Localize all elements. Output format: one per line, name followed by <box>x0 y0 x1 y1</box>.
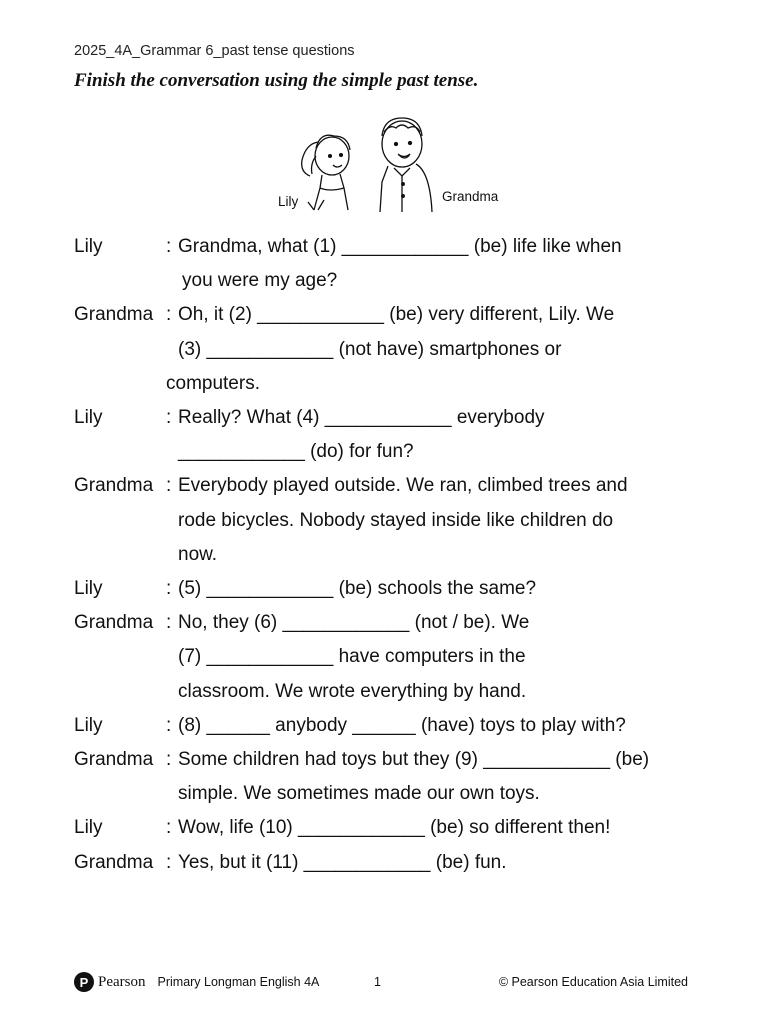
speaker-name: Grandma <box>74 304 154 326</box>
lily-label: Lily <box>278 194 299 209</box>
speaker-name: Grandma <box>74 851 154 873</box>
dialogue-line: (8) ______ anybody ______ (have) toys to play with? <box>178 714 626 736</box>
colon: : <box>166 475 172 497</box>
dialogue-line: you were my age? <box>182 270 338 292</box>
dialogue-line: rode bicycles. Nobody stayed inside like children do <box>178 509 614 531</box>
speaker-name: Lily <box>74 407 103 429</box>
colon: : <box>166 578 172 600</box>
book-title: Primary Longman English 4A <box>157 975 320 989</box>
illustration <box>270 112 530 217</box>
dialogue-line: ____________ (do) for fun? <box>178 441 414 463</box>
speaker-name: Lily <box>74 578 103 600</box>
dialogue-line: (3) ____________ (not have) smartphones or <box>178 338 562 360</box>
dialogue-line: Really? What (4) ____________ everybody <box>178 407 545 429</box>
colon: : <box>166 407 172 429</box>
grandma-figure <box>380 118 432 212</box>
colon: : <box>166 236 172 257</box>
instruction: Finish the conversation using the simple past tense. <box>74 70 479 91</box>
colon: : <box>166 304 172 326</box>
colon: : <box>166 817 172 839</box>
dialogue-line: Yes, but it (11) ____________ (be) fun. <box>178 851 507 873</box>
dialogue-turn <box>74 606 714 709</box>
dialogue-turn <box>74 743 714 811</box>
dialogue <box>74 230 714 880</box>
colon: : <box>166 851 172 873</box>
dialogue-line: Some children had toys but they (9) ____________ (be) <box>178 749 650 771</box>
dialogue-line: Everybody played outside. We ran, climbed trees and <box>178 475 628 497</box>
colon: : <box>166 749 172 771</box>
pearson-logo-icon: P <box>74 972 94 992</box>
dialogue-turn <box>74 811 714 845</box>
speaker-name: Grandma <box>74 749 154 771</box>
dialogue-turn <box>74 709 714 743</box>
speaker-name: Grandma <box>74 475 154 497</box>
dialogue-line: Oh, it (2) ____________ (be) very different, Lily. We <box>178 304 615 326</box>
page-number: 1 <box>374 975 381 989</box>
dialogue-line: computers. <box>166 372 260 394</box>
speaker-name: Lily <box>74 714 103 736</box>
copyright: © Pearson Education Asia Limited <box>498 975 688 989</box>
speaker-name: Lily <box>74 236 103 257</box>
dialogue-line: Wow, life (10) ____________ (be) so different then! <box>178 817 611 839</box>
dialogue-line: (5) ____________ (be) schools the same? <box>178 578 537 600</box>
dialogue-line: (7) ____________ have computers in the <box>178 646 526 668</box>
dialogue-line: No, they (6) ____________ (not / be). We <box>178 612 530 634</box>
grandma-label: Grandma <box>442 189 499 204</box>
dialogue-turn <box>74 298 714 401</box>
speaker-name: Lily <box>74 817 103 839</box>
colon: : <box>166 612 172 634</box>
colon: : <box>166 714 172 736</box>
dialogue-line: now. <box>178 543 218 565</box>
dialogue-line: classroom. We wrote everything by hand. <box>178 680 527 702</box>
dialogue-turn <box>74 572 714 606</box>
footer <box>74 970 688 994</box>
dialogue-turn <box>74 401 714 469</box>
lily-figure <box>302 135 350 210</box>
dialogue-turn <box>74 230 714 298</box>
dialogue-turn <box>74 469 714 572</box>
dialogue-line: simple. We sometimes made our own toys. <box>178 783 540 805</box>
dialogue-line: Grandma, what (1) ____________ (be) life like when <box>178 236 622 257</box>
dialogue-turn <box>74 846 714 880</box>
document-header: 2025_4A_Grammar 6_past tense questions <box>74 43 355 59</box>
speaker-name: Grandma <box>74 612 154 634</box>
pearson-logo-text: Pearson <box>98 973 146 990</box>
